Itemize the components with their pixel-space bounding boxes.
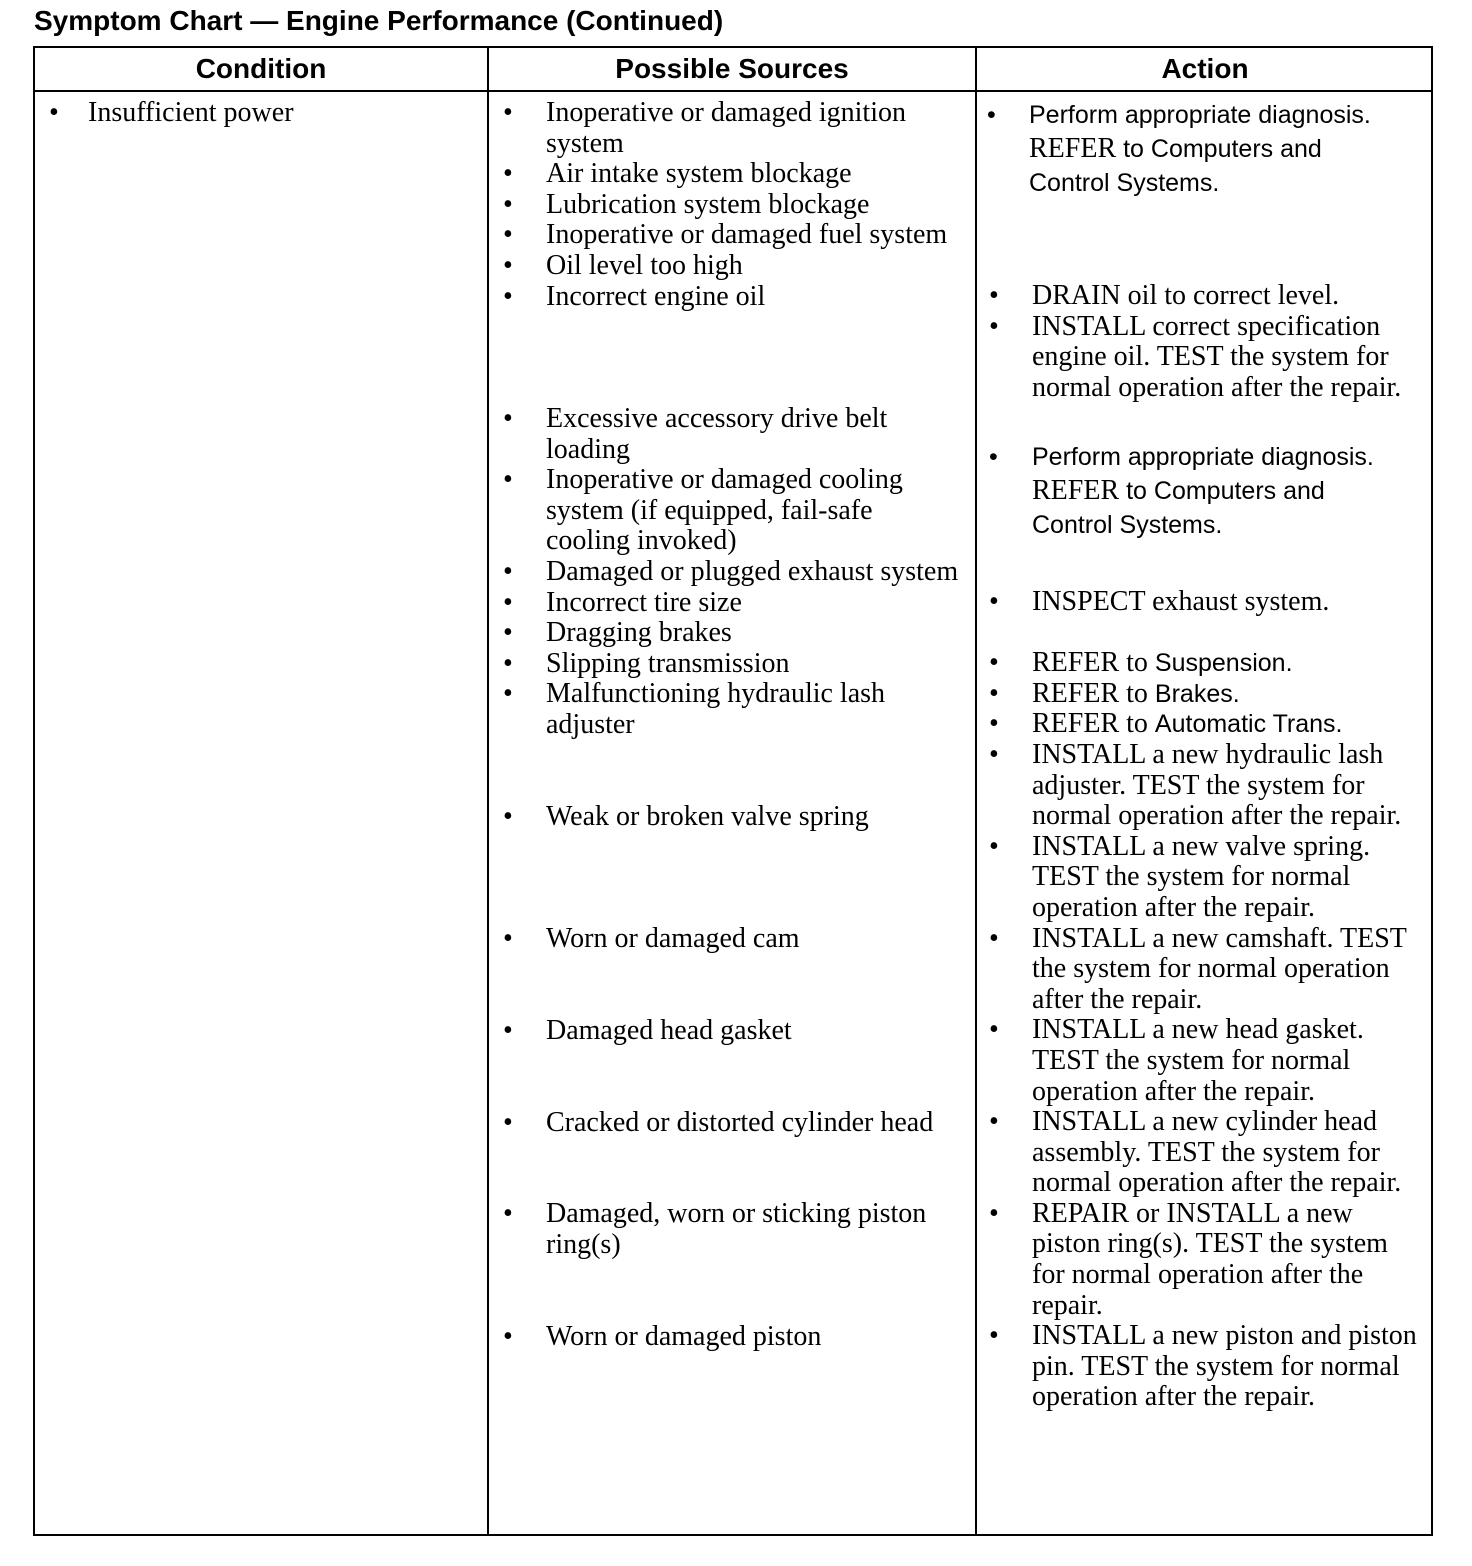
condition-text: Insufficient power	[88, 97, 294, 128]
action-refer-target: to Computers and	[1123, 135, 1322, 163]
source-item	[489, 190, 959, 221]
action-text	[977, 587, 1419, 618]
action-line	[1032, 474, 1419, 508]
action-item-exhaust-and-refer	[977, 587, 1419, 1413]
action-line	[1029, 132, 1419, 166]
source-text: Oil level too high	[546, 249, 743, 281]
action-line: DRAIN oil to correct level.	[1032, 280, 1340, 311]
source-item	[489, 282, 959, 313]
source-text: Worn or damaged cam	[546, 923, 800, 955]
condition-item	[35, 98, 475, 129]
source-text: Incorrect tire size	[546, 586, 742, 618]
action-line: INSTALL a new piston and piston pin. TEST the system for normal operation after the repair.	[1032, 1320, 1417, 1413]
source-item	[489, 649, 959, 680]
source-item	[489, 1016, 959, 1047]
source-text: Cracked or distorted cylinder head	[546, 1106, 934, 1138]
header-action: Action	[1161, 53, 1249, 84]
action-text	[977, 924, 1419, 1016]
bullet: •	[503, 555, 513, 587]
action-refer-target: Suspension.	[1154, 649, 1293, 678]
sources-cell	[489, 98, 959, 1352]
source-item	[489, 557, 959, 588]
source-text: Incorrect engine oil	[546, 280, 766, 312]
condition-cell	[35, 98, 475, 129]
bullet: •	[503, 280, 513, 312]
bullet: •	[503, 1014, 513, 1046]
source-item	[489, 220, 959, 251]
action-line: INSTALL a new valve spring. TEST the system for normal operation after the repair.	[1032, 830, 1371, 923]
bullet: •	[503, 647, 513, 679]
action-line: INSTALL a new cylinder head assembly. TEST the system for normal operation after the repair.	[1032, 1106, 1402, 1199]
source-item	[489, 588, 959, 619]
action-refer-target: to Computers and	[1126, 477, 1325, 505]
action-refer: REFER to	[1032, 677, 1148, 709]
action-text	[977, 312, 1419, 404]
source-text: Damaged head gasket	[546, 1014, 792, 1046]
source-item	[489, 251, 959, 282]
bullet: •	[989, 280, 999, 311]
bullet: •	[989, 738, 999, 770]
bullet: •	[503, 219, 513, 251]
source-text: Weak or broken valve spring	[546, 800, 869, 832]
bullet: •	[503, 158, 513, 190]
source-text: Inoperative or damaged cooling system (if equipped, fail-safe cooling invoked)	[546, 464, 903, 557]
bullet: •	[503, 249, 513, 281]
source-text: Dragging brakes	[546, 617, 732, 649]
action-item-diagnosis-1	[977, 98, 1419, 200]
header-condition: Condition	[195, 53, 327, 84]
bullet: •	[987, 101, 996, 129]
source-item	[489, 1322, 959, 1353]
action-text	[977, 679, 1419, 710]
bullet: •	[989, 647, 999, 679]
symptom-chart-table	[33, 46, 1433, 1536]
action-line: INSTALL a new head gasket. TEST the system for normal operation after the repair.	[1032, 1014, 1364, 1107]
source-text: Worn or damaged piston	[546, 1320, 822, 1352]
source-text: Damaged or plugged exhaust system	[546, 555, 959, 587]
page-title: Symptom Chart — Engine Performance (Continued)	[34, 5, 724, 36]
bullet: •	[503, 1106, 513, 1138]
source-item	[489, 924, 959, 955]
bullet: •	[989, 830, 999, 862]
source-item	[489, 98, 959, 159]
bullet: •	[989, 1106, 999, 1138]
bullet: •	[503, 678, 513, 710]
source-item	[489, 618, 959, 649]
action-refer-target: Brakes.	[1154, 679, 1240, 708]
source-item	[489, 1199, 959, 1260]
bullet: •	[989, 443, 998, 471]
action-refer: REFER to	[1032, 708, 1148, 740]
bullet: •	[503, 464, 513, 496]
action-line: Perform appropriate diagnosis.	[1029, 101, 1371, 129]
source-item	[489, 465, 959, 557]
bullet: •	[503, 586, 513, 618]
source-text: Inoperative or damaged fuel system	[546, 219, 948, 251]
action-refer-target: Automatic Trans.	[1154, 710, 1343, 739]
action-text	[977, 832, 1419, 924]
bullet: •	[989, 922, 999, 954]
source-item	[489, 1108, 959, 1139]
source-text: Air intake system blockage	[546, 158, 852, 190]
bullet: •	[989, 677, 999, 709]
action-text	[977, 1107, 1419, 1199]
action-text	[977, 281, 1419, 312]
bullet: •	[989, 1014, 999, 1046]
bullet: •	[503, 97, 513, 128]
source-item	[489, 679, 959, 740]
bullet: •	[989, 1197, 999, 1229]
action-text	[977, 1321, 1419, 1413]
action-text	[977, 98, 1419, 200]
bullet: •	[503, 1198, 513, 1230]
bullet: •	[503, 617, 513, 649]
action-line: Perform appropriate diagnosis.	[1032, 443, 1374, 471]
bullet: •	[989, 1320, 999, 1352]
action-text	[977, 740, 1419, 832]
source-text: Slipping transmission	[546, 647, 790, 679]
action-item-drain-oil	[977, 281, 1419, 403]
action-line: Control Systems.	[1029, 169, 1220, 197]
source-text: Lubrication system blockage	[546, 188, 870, 220]
action-line: INSTALL a new hydraulic lash adjuster. TEST the system for normal operation after the repair.	[1032, 738, 1402, 832]
header-divider	[35, 90, 1431, 92]
action-line: INSTALL correct specification engine oil. TEST the system for normal operation after the repair.	[1032, 310, 1402, 403]
action-text	[977, 648, 1419, 679]
bullet: •	[503, 402, 513, 434]
bullet: •	[989, 586, 999, 617]
source-item	[489, 404, 959, 465]
action-line: Control Systems.	[1032, 511, 1223, 539]
action-refer: REFER	[1032, 475, 1120, 506]
source-text: Excessive accessory drive belt loading	[546, 402, 888, 465]
bullet: •	[49, 97, 59, 128]
header-possible-sources: Possible Sources	[615, 53, 849, 84]
source-text: Damaged, worn or sticking piston ring(s)	[546, 1198, 927, 1260]
action-refer: REFER	[1029, 133, 1117, 164]
source-item	[489, 159, 959, 190]
action-line: REPAIR or INSTALL a new piston ring(s). TEST the system for normal operation after the repair.	[1032, 1197, 1388, 1321]
action-text	[977, 1199, 1419, 1321]
action-line: INSTALL a new camshaft. TEST the system for normal operation after the repair.	[1032, 922, 1407, 1015]
bullet: •	[989, 708, 999, 740]
bullet: •	[989, 310, 999, 342]
bullet: •	[503, 800, 513, 832]
action-refer: REFER to	[1032, 647, 1148, 679]
action-item-diagnosis-2	[977, 440, 1419, 542]
action-text	[977, 440, 1419, 542]
source-text: Malfunctioning hydraulic lash adjuster	[546, 678, 886, 740]
action-text	[977, 709, 1419, 740]
source-item	[489, 802, 959, 833]
action-text	[977, 1015, 1419, 1107]
bullet: •	[503, 923, 513, 955]
bullet: •	[503, 188, 513, 220]
source-text: Inoperative or damaged ignition system	[546, 97, 906, 159]
bullet: •	[503, 1320, 513, 1352]
action-line: INSPECT exhaust system.	[1032, 586, 1330, 617]
